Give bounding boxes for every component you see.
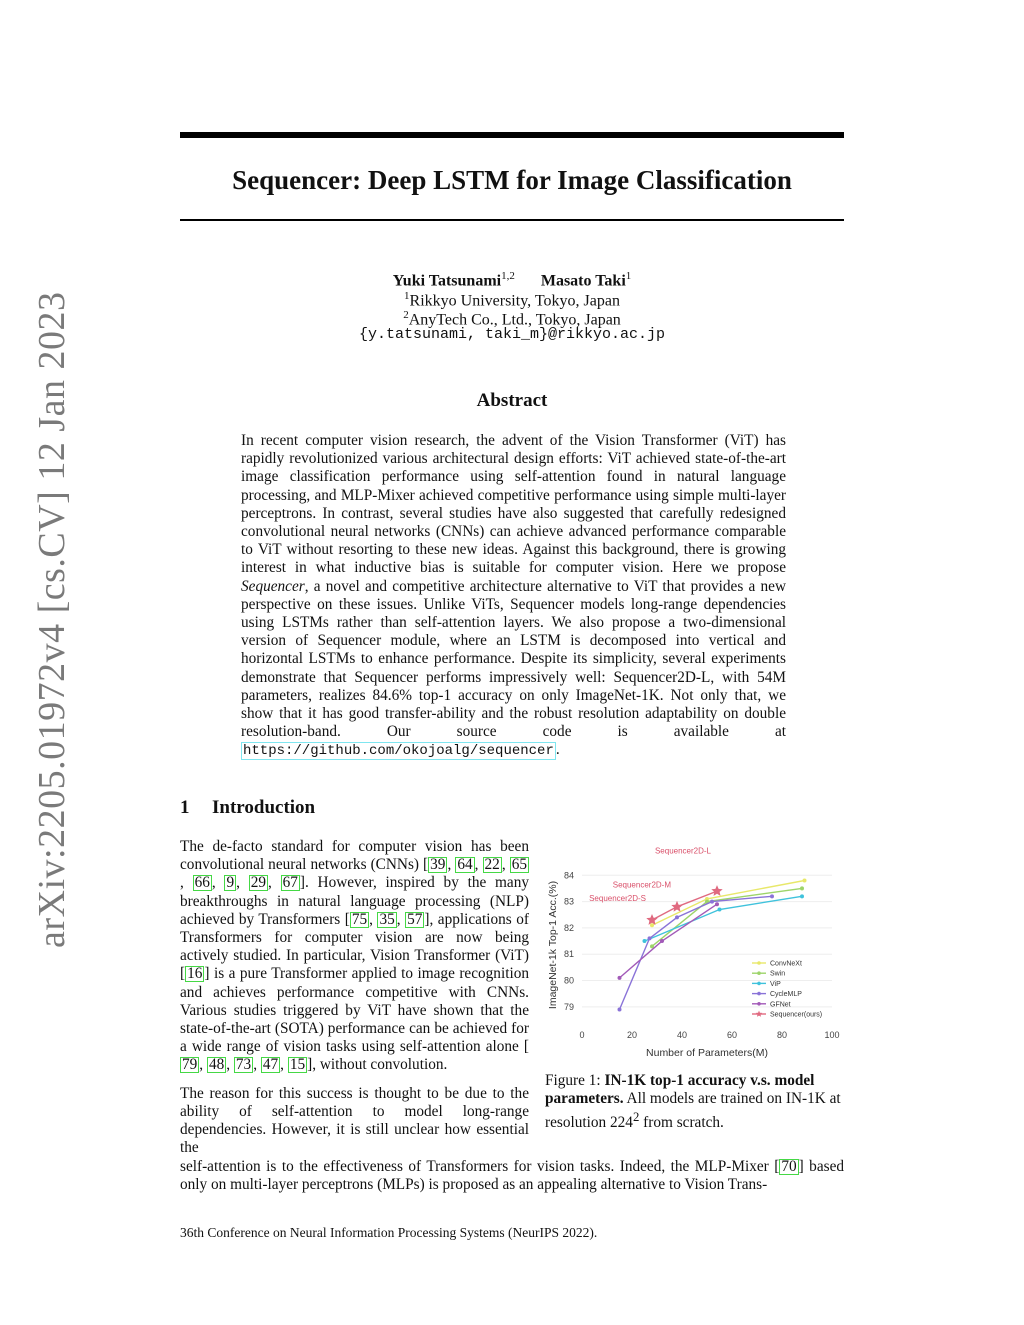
citation-link[interactable]: 67 [282,874,298,892]
body-text: ] is a pure Transformer applied to image recognition and achieves performance competitive with CNNs. Various studies triggered by ViT have shown that the state-of-the-art (SOTA) performance can be achieved for a wide range of vision tasks using self-attention alone [ [180,965,529,1056]
series-point [800,886,804,890]
citation-link[interactable]: 47 [262,1056,279,1074]
source-code-link[interactable]: https://github.com/okojoalg/sequencer [243,743,554,760]
citation-link[interactable]: 39 [430,856,446,874]
citation-link[interactable]: 9 [226,874,235,892]
series-line [620,896,773,1009]
author-email: {y.tatsunami, taki_m}@rikkyo.ac.jp [358,326,666,343]
series-point [618,1007,622,1011]
series-point [770,894,774,898]
series-line [652,891,717,920]
series-point [715,902,719,906]
citation-link[interactable]: 64 [457,856,473,874]
legend-label: Sequencer(ours) [770,1011,823,1019]
body-text: ], without convolution. [307,1056,448,1074]
section-title: Introduction [212,797,316,818]
citation-link[interactable]: 57 [407,910,423,928]
legend-label: Swin [770,970,786,978]
affiliation-sup: 2 [403,309,409,321]
abstract-body [241,432,786,761]
conference-footer: 36th Conference on Neural Information Processing Systems (NeurIPS 2022). [180,1225,598,1240]
series-point [803,879,807,883]
x-tick-label: 20 [626,1030,638,1040]
legend-swatch-marker [756,1011,763,1017]
caption-text: from scratch. [639,1114,724,1132]
series-point [660,939,664,943]
author-affiliation-sup: 1 [625,270,632,282]
accuracy-vs-params-chart [540,846,848,1066]
citation-link[interactable]: 65 [511,856,528,874]
legend-swatch-marker [757,1002,761,1006]
x-tick-label: 60 [726,1030,738,1040]
section-number: 1 [180,797,190,818]
citation-link[interactable]: 22 [484,856,500,874]
citation-link[interactable]: 75 [351,910,368,928]
caption-text: All models are trained on IN-1K at resolution 224 [545,1090,841,1132]
legend-swatch-marker [757,992,761,996]
intro-full-width-text [180,1158,844,1194]
series-line [620,904,718,978]
intro-paragraph-1: The de-facto standard for computer vision has been convolutional neural networks (CNNs) [ 39 , 64 , 22 , 65, 66 , 9 , 29 , 67 ]. However, inspired by the many breakthroughs in natural language processing (NLP) achieved by Transformers [ 75 , 35 , 57 ], applications of Transformers for computer vision are now being actively studied. In particular, Vision Transformer (ViT) [ 16 ] is a pure Transformer applied to image recognition and achieves performance competitive with CNNs. Various studies triggered by ViT have shown that the state-of-the-art (SOTA) performance can be achieved for a wide range of vision tasks using self-attention alone [79 , 48 , 73 , 47 , 15 ], without convolution. [180,838,530,1074]
series-line [645,896,803,941]
y-tick-label: 83 [563,896,574,907]
series-point [710,900,714,904]
citation-link[interactable]: 29 [250,874,266,892]
series-point [800,894,804,898]
abstract-text: . [555,741,560,759]
citation-link[interactable]: 35 [379,910,395,928]
y-tick-label: 81 [563,949,574,960]
citation-link[interactable]: 79 [182,1056,198,1074]
point-annotation: Sequencer2D-M [612,880,671,890]
body-text: ], applications of Transformers for computer vision are now being actively studied. In particular, Vision Transformer (ViT) [ [180,910,529,983]
title-bottom-rule [180,219,844,221]
series-point [718,907,722,911]
abstract-emphasis: Sequencer [241,577,305,595]
caption-label: Figure 1: [545,1072,605,1089]
body-text: ]. However, inspired by the many breakthroughs in natural language processing (NLP) achieved by Transformers [ [180,874,530,928]
affiliation-sup: 1 [404,290,410,302]
series-point [618,976,622,980]
legend-label: ConvNeXt [770,960,802,968]
caption-bold: IN-1K top-1 accuracy v.s. model parameters. [545,1072,815,1108]
y-tick-label: 80 [563,975,574,986]
abstract-heading: Abstract [476,390,548,411]
y-tick-label: 82 [563,922,574,933]
citation-link[interactable]: 15 [289,1056,306,1074]
abstract-text: , a novel and competitive architecture alternative to ViT that provides a new perspective on these issues. Unlike ViTs, Sequencer models long-range dependencies using LSTMs rather than self-attention layers. We also propose a two-dimensional version of Sequencer module, where an LSTM is decomposed into vertical and horizontal LSTMs to enhance performance. Despite its simplicity, several experiments demonstrate that Sequencer performs impressively well: Sequencer2D-L, with 54M parameters, realizes 84.6% top-1 accuracy on only ImageNet-1K. Not only that, we show that it has good transfer-ability and the robust resolution adaptability on double resolution-band. Our source code is available at [241,577,786,741]
point-annotation: Sequencer2D-L [654,846,711,856]
abstract-text: In recent computer vision research, the advent of the Vision Transformer (ViT) has rapidly revolutionized various architectural design efforts: ViT achieved state-of-the-art image classification performance using self-attention found in natural language processing, and MLP-Mixer achieved competitive performance using simple multi-layer perceptrons. In contrast, several studies have also suggested that carefully redesigned convolutional neural networks (CNNs) can achieve advanced performance comparable to ViT without resorting to these new ideas. Against this background, there is growing interest in what inductive bias is suitable for computer vision. Here we propose [241,432,786,577]
x-tick-label: 0 [579,1030,585,1040]
y-tick-label: 84 [563,870,574,881]
caption-sup: 2 [632,1110,640,1125]
y-axis-label: ImageNet-1k Top-1 Acc.(%) [547,880,559,1010]
affiliation-text: Rikkyo University, Tokyo, Japan [409,292,620,310]
figure-caption [545,1072,844,1133]
point-annotation: Sequencer2D-S [589,893,646,903]
citation-link[interactable]: 73 [235,1056,252,1074]
author-name: Masato Taki [540,272,626,290]
body-text: The de-facto standard for computer vision has been convolutional neural networks (CNNs) [ [180,838,529,874]
citation-link[interactable]: 16 [187,965,203,983]
citation-link[interactable]: 48 [208,1056,225,1074]
series-point-star [671,901,682,912]
x-tick-label: 100 [824,1030,840,1040]
intro-paragraph-2: The reason for this success is thought to be due to the ability of self-attention to model long-range dependencies. However, it is still unclear how essential the [180,1084,529,1157]
series-point [648,936,652,940]
body-text: self-attention is to the effectiveness of Transformers for vision tasks. Indeed, the MLP-Mixer [ [180,1158,780,1175]
legend-label: CycleMLP [770,991,802,999]
citation-link[interactable]: 66 [194,874,210,892]
series-point-star [711,885,722,896]
author-affiliation-sup: 1,2 [501,270,515,282]
title-top-rule [180,132,844,138]
series-point [650,923,654,927]
legend-swatch-marker [757,971,761,975]
author-name: Yuki Tatsunami [392,272,502,290]
x-tick-label: 40 [676,1030,688,1040]
legend-label: GFNet [770,1001,791,1009]
x-axis-label: Number of Parameters(M) [646,1047,768,1059]
series-point [675,915,679,919]
paper-title: Sequencer: Deep LSTM for Image Classification [232,165,792,195]
citation-link[interactable]: 70 [781,1158,797,1175]
affiliation-text: AnyTech Co., Ltd., Tokyo, Japan [408,311,621,329]
series-line [652,888,802,946]
section-heading [180,797,315,819]
legend-swatch-marker [757,961,761,965]
arxiv-sidebar-id: arXiv:2205.01972v4 [cs.CV] 12 Jan 2023 [31,291,73,948]
legend-label: ViP [770,980,781,988]
intro-left-column [180,838,529,1167]
series-point [643,939,647,943]
x-tick-label: 80 [776,1030,788,1040]
y-tick-label: 79 [563,1001,574,1012]
legend-swatch-marker [757,982,761,986]
body-text: ] based only on multi-layer perceptrons (MLPs) is proposed as an appealing alternative to Vision Trans- [180,1158,845,1194]
